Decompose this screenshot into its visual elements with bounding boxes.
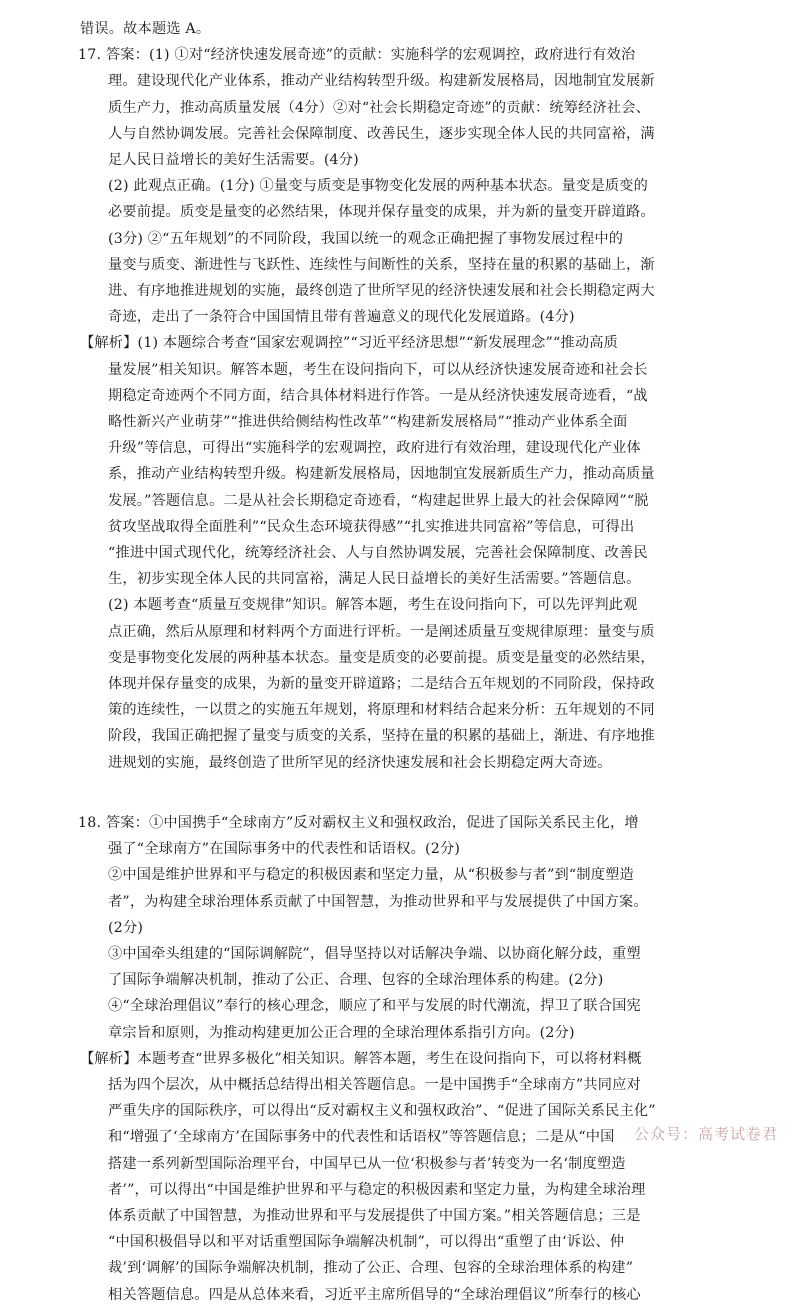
text-line: 体系贡献了中国智慧，为推动世界和平与发展提供了中国方案。”相关答题信息；三是 [108, 1208, 641, 1224]
text-line: 必要前提。质变是量变的必然结果，体现并保存量变的成果，并为新的量变开辟道路。 [108, 204, 655, 221]
text-line: 变是事物变化发展的两种基本状态。量变是质变的必要前提。质变是量变的必然结果， [108, 649, 655, 666]
text-line: 阶段，我国正确把握了量变与质变的关系，坚持在量的积累的基础上，渐进、有序地推 [108, 728, 655, 745]
text-line: 贫攻坚战取得全面胜利”“民众生态环境获得感”“扎实推进共同富裕”等信息，可得出 [108, 518, 635, 535]
text-line: 人与自然协调发展。完善社会保障制度、改善民生，逐步实现全体人民的共同富裕，满 [108, 125, 655, 142]
text-line: 错误。故本题选 A。 [80, 21, 211, 37]
text-line: (3分) ②“五年规划”的不同阶段，我国以统一的观念正确把握了事物发展过程中的 [108, 230, 624, 247]
text-line: 进、有序地推进规划的实施，最终创造了世所罕见的经济快速发展和社会长期稳定两大 [108, 283, 655, 299]
text-line: 【解析】本题考查“世界多极化”相关知识。解答本题，考生在设问指向下，可以将材料概 [80, 1050, 642, 1067]
text-line: “推进中国式现代化，统筹经济社会、人与自然协调发展，完善社会保障制度、改善民 [108, 545, 648, 561]
text-line: 点正确，然后从原理和材料两个方面进行评析。一是阐述质量互变规律原理：量变与质 [108, 623, 655, 640]
text-line: 进规划的实施，最终创造了世所罕见的经济快速发展和社会长期稳定两大奇迹。 [108, 754, 612, 771]
text-line: 裁’到‘调解’的国际争端解决机制，推动了公正、合理、包容的全球治理体系的构建” [108, 1260, 634, 1277]
text-line: 量变与质变、渐进性与飞跃性、连续性与间断性的关系，坚持在量的积累的基础上，渐 [108, 256, 655, 273]
text-line: 生，初步实现全体人民的共同富裕，满足人民日益增长的美好生活需要。”答题信息。 [108, 571, 641, 588]
text-line: (2) 本题考查“质量互变规律”知识。解答本题，考生在设问指向下，可以先评判此观 [108, 597, 638, 614]
text-line: 体现并保存量变的成果，为新的量变开辟道路；二是结合五年规划的不同阶段，保持政 [108, 676, 655, 692]
text-line: 者”，为构建全球治理体系贡献了中国智慧，为推动世界和平与发展提供了中国方案。 [108, 893, 648, 910]
text-line: (2) 此观点正确。(1分) ①量变与质变是事物变化发展的两种基本状态。量变是质变的 [108, 178, 648, 195]
text-line: 18. 答案：①中国携手“全球南方”反对霸权主义和强权政治，促进了国际关系民主化，增 [78, 815, 639, 831]
text-line: 策的连续性，一以贯之的实施五年规划，将原理和材料结合起来分析：五年规划的不同 [108, 702, 655, 719]
text-line: 相关答题信息。四是从总体来看，习近平主席所倡导的“全球治理倡议”所奉行的核心 [108, 1286, 641, 1303]
text-line: 质生产力，推动高质量发展（4分）②对“社会长期稳定奇迹”的贡献：统筹经济社会、 [108, 99, 651, 116]
text-line: 奇迹，走出了一条符合中国国情且带有普遍意义的现代化发展道路。(4分) [108, 309, 575, 326]
text-line: ④“全球治理倡议”奉行的核心理念，顺应了和平与发展的时代潮流，捍卫了联合国宪 [108, 998, 641, 1015]
text-line: ②中国是维护世界和平与稳定的积极因素和坚定力量，从“积极参与者”到“制度塑造 [108, 867, 634, 884]
text-line: 【解析】(1) 本题综合考查“国家宏观调控”“习近平经济思想”“新发展理念”“推动高质 [80, 335, 618, 352]
text-line: 括为四个层次，从中概括总结得出相关答题信息。一是中国携手“全球南方”共同应对 [108, 1077, 641, 1093]
text-line: 略性新兴产业萌芽”“推进供给侧结构性改革”“构建新发展格局”“推动产业体系全面 [108, 414, 628, 430]
text-line: ③中国牵头组建的“国际调解院”，倡导坚持以对话解决争端、以协商化解分歧，重塑 [108, 946, 641, 962]
watermark: 公众号：高考试卷君 [633, 1125, 778, 1143]
text-line: 期稳定奇迹两个不同方面，结合具体材料进行作答。一是从经济快速发展奇迹看，“战 [108, 387, 648, 404]
text-line: 搭建一系列新型国际治理平台，中国早已从一位‘积极参与者’转变为一名‘制度塑造 [108, 1155, 626, 1172]
text-line: 量发展”相关知识。解答本题，考生在设问指向下，可以从经济快速发展奇迹和社会长 [108, 361, 648, 378]
text-line: 者’”，可以得出“中国是维护世界和平与稳定的积极因素和坚定力量，为构建全球治理 [108, 1181, 646, 1198]
text-line: 发展。”答题信息。二是从社会长期稳定奇迹看，“构建起世界上最大的社会保障网”“脱 [108, 492, 649, 509]
text-line: 足人民日益增长的美好生活需要。(4分) [108, 152, 359, 168]
text-line: 严重失序的国际秩序，可以得出“反对霸权主义和强权政治”、“促进了国际关系民主化” [108, 1103, 656, 1120]
text-line: (2分) [108, 919, 144, 936]
text-line: 章宗旨和原则，为推动构建更加公正合理的全球治理体系指引方向。(2分) [108, 1024, 575, 1041]
text-line: “中国积极倡导以和平对话重塑国际争端解决机制”，可以得出“重塑了由‘诉讼、仲 [108, 1234, 625, 1251]
text-line: 17. 答案：(1) ①对“经济快速发展奇迹”的贡献：实施科学的宏观调控，政府进行有效治 [78, 47, 636, 64]
text-line: 系，推动产业结构转型升级。构建新发展格局，因地制宜发展新质生产力，推动高质量 [108, 466, 655, 483]
text-line: 和“增强了‘全球南方’在国际事务中的代表性和话语权”等答题信息；二是从“中国 [108, 1129, 615, 1146]
text-line: 理。建设现代化产业体系，推动产业结构转型升级。构建新发展格局，因地制宜发展新 [108, 73, 655, 90]
text-line: 了国际争端解决机制，推动了公正、合理、包容的全球治理体系的构建。(2分) [108, 972, 604, 989]
text-line: 升级”等信息，可得出“实施科学的宏观调控，政府进行有效治理，建设现代化产业体 [108, 440, 641, 457]
text-line: 强了“全球南方”在国际事务中的代表性和话语权。(2分) [108, 841, 461, 858]
